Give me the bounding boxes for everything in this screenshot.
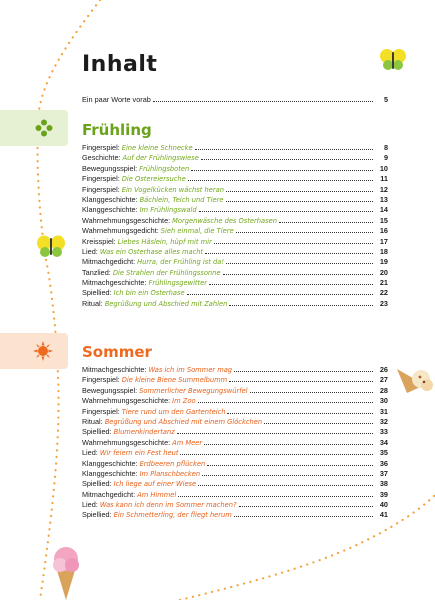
dot-leader	[199, 205, 373, 212]
toc-entry-category: Spiellied:	[82, 510, 112, 520]
dot-leader	[234, 365, 373, 372]
toc-entry-category: Mitmachgedicht:	[82, 257, 136, 267]
toc-entry[interactable]	[82, 278, 388, 288]
toc-entry-title: Sieh einmal, die Tiere	[160, 227, 234, 236]
toc-list-sommer	[82, 365, 388, 521]
toc-entry[interactable]	[82, 448, 388, 458]
toc-entry-category: Klanggeschichte:	[82, 468, 138, 478]
toc-entry-title: Sommerlicher Bewegungswürfel	[139, 386, 248, 395]
section-title-fruehling: Frühling	[82, 121, 152, 139]
toc-entry-category: Ritual:	[82, 416, 103, 426]
toc-entry-title: Eine kleine Schnecke	[121, 144, 193, 152]
toc-entry[interactable]	[82, 510, 388, 520]
toc-entry[interactable]	[82, 500, 388, 510]
toc-entry-page: 9	[383, 153, 388, 163]
toc-entry-category: Ritual:	[82, 298, 103, 308]
flower-icon	[35, 119, 53, 137]
toc-entry-category: Wahrnehmungsgeschichte:	[82, 396, 171, 406]
toc-entry[interactable]	[82, 174, 388, 184]
toc-entry[interactable]	[82, 237, 388, 247]
toc-entry[interactable]	[82, 299, 388, 309]
toc-entry[interactable]	[82, 216, 388, 226]
butterfly-icon	[380, 48, 406, 72]
toc-entry-category: Kreisspiel:	[82, 236, 116, 246]
toc-entry-title: Blumenkindertanz	[113, 428, 175, 437]
dot-leader	[198, 396, 373, 403]
toc-entry[interactable]	[82, 417, 388, 427]
dot-leader	[279, 216, 373, 223]
dot-leader	[229, 375, 373, 382]
toc-entry-page: 17	[379, 236, 388, 246]
toc-entry-title: Erdbeeren pflücken	[139, 459, 206, 468]
toc-entry-page: 21	[379, 278, 388, 288]
dot-leader	[239, 500, 374, 507]
dot-leader	[250, 386, 373, 393]
toc-entry-title: Was ein Osterhase alles macht	[99, 247, 204, 256]
toc-entry[interactable]	[82, 365, 388, 375]
dot-leader	[180, 448, 373, 455]
toc-entry-page: 31	[379, 406, 388, 416]
toc-entry-title: Im Zoo	[172, 397, 196, 406]
toc-entry-category: Mitmachgeschichte:	[82, 278, 147, 288]
toc-entry[interactable]	[82, 153, 388, 163]
toc-entry[interactable]	[82, 375, 388, 385]
toc-entry-label: Ein paar Worte vorab	[82, 95, 151, 104]
toc-entry-title: Am Meer	[172, 438, 203, 447]
toc-entry-title: Was kann ich denn im Sommer machen?	[99, 501, 237, 510]
toc-entry-title: Begrüßung und Abschied mit einem Glöckchen	[104, 417, 263, 426]
toc-entry-category: Spiellied:	[82, 479, 112, 489]
dot-leader	[236, 226, 373, 233]
toc-entry-page: 40	[379, 500, 388, 510]
toc-entry-category: Spiellied:	[82, 288, 112, 298]
dot-leader	[198, 479, 373, 486]
toc-entry-page: 38	[379, 479, 388, 489]
toc-entry-page: 37	[379, 468, 388, 478]
spring-tab	[0, 110, 68, 146]
toc-list-fruehling	[82, 143, 388, 309]
toc-entry[interactable]	[82, 226, 388, 236]
dot-leader	[153, 95, 373, 102]
toc-entry-intro[interactable]	[82, 95, 388, 105]
toc-entry-page: 30	[379, 396, 388, 406]
toc-entry-page: 26	[379, 365, 388, 374]
toc-entry-title: Morgenwäsche des Osterhasen	[172, 216, 277, 225]
toc-entry-title: Die kleine Biene Summelbumm	[121, 376, 228, 385]
toc-entry-page: 20	[379, 267, 388, 277]
dot-leader	[187, 288, 373, 295]
toc-entry-title: Ein Schmetterling, der fliegt herum	[113, 511, 232, 520]
toc-intro	[82, 95, 388, 105]
toc-entry-page: 10	[379, 163, 388, 173]
toc-entry-title: Liebes Häslein, hüpf mit mir	[117, 237, 212, 246]
toc-entry-category: Fingerspiel:	[82, 375, 120, 385]
toc-entry-title: Ich liege auf einer Wiese	[113, 480, 197, 489]
toc-entry-category: Lied:	[82, 448, 98, 458]
toc-entry-category: Klanggeschichte:	[82, 458, 138, 468]
toc-entry[interactable]	[82, 479, 388, 489]
toc-entry-page: 36	[379, 458, 388, 468]
toc-entry-page: 5	[383, 95, 388, 104]
toc-entry-page: 16	[379, 226, 388, 236]
toc-entry-title: Frühlingsgewitter	[148, 279, 208, 288]
ice-cream-icon	[48, 545, 84, 600]
toc-entry-category: Fingerspiel:	[82, 184, 120, 194]
dot-leader	[195, 143, 373, 150]
dot-leader	[264, 417, 373, 424]
butterfly-icon	[37, 234, 65, 258]
dot-leader	[226, 257, 373, 264]
toc-entry-page: 11	[380, 174, 388, 184]
dot-leader	[207, 459, 373, 466]
toc-entry-category: Fingerspiel:	[82, 174, 120, 184]
toc-entry-category: Mitmachgedicht:	[82, 489, 136, 499]
toc-entry-category: Geschichte:	[82, 153, 121, 163]
toc-entry-category: Klanggeschichte:	[82, 205, 138, 215]
toc-entry-title: Frühlingsboten	[139, 164, 190, 173]
toc-entry-title: Am Himmel	[137, 490, 177, 499]
toc-entry-page: 39	[379, 489, 388, 499]
toc-entry-title: Tiere rund um den Gartenteich	[121, 407, 226, 416]
toc-entry-title: Wir feiern ein Fest heut	[99, 449, 179, 458]
toc-entry[interactable]	[82, 257, 388, 267]
sun-icon	[33, 341, 53, 361]
toc-entry-page: 12	[379, 184, 388, 194]
toc-entry-page: 22	[379, 288, 388, 298]
toc-entry-page: 34	[379, 437, 388, 447]
toc-entry[interactable]	[82, 407, 388, 417]
toc-entry-page: 18	[379, 246, 388, 256]
toc-entry[interactable]	[82, 459, 388, 469]
toc-entry-page: 23	[379, 298, 388, 308]
toc-entry-title: Die Strahlen der Frühlingssonne	[112, 268, 221, 277]
toc-entry[interactable]	[82, 247, 388, 257]
dot-leader	[226, 185, 373, 192]
toc-entry-category: Bewegungsspiel:	[82, 163, 138, 173]
toc-entry[interactable]	[82, 427, 388, 437]
toc-entry-page: 19	[379, 257, 388, 267]
toc-entry-category: Wahrnehmungsgeschichte:	[82, 437, 171, 447]
toc-entry-page: 32	[379, 416, 388, 426]
dot-leader	[202, 469, 373, 476]
toc-entry[interactable]	[82, 288, 388, 298]
toc-entry[interactable]	[82, 268, 388, 278]
toc-entry-category: Lied:	[82, 246, 98, 256]
toc-entry-page: 15	[379, 215, 388, 225]
dot-leader	[178, 490, 373, 497]
toc-entry-title: Im Planschbecken	[139, 469, 201, 478]
toc-entry-title: Hurra, der Frühling ist da!	[137, 258, 225, 267]
toc-entry-category: Klanggeschichte:	[82, 194, 138, 204]
toc-entry-page: 14	[379, 205, 388, 215]
toc-entry-title: Die Ostereiersuche	[121, 175, 186, 184]
section-title-sommer: Sommer	[82, 343, 152, 361]
toc-entry-page: 13	[379, 194, 388, 204]
toc-entry-category: Wahrnehmungsgeschichte:	[82, 215, 171, 225]
ice-cream-icon	[393, 365, 435, 403]
summer-tab	[0, 333, 68, 369]
toc-entry-title: Im Frühlingswald	[139, 206, 197, 215]
toc-entry[interactable]	[82, 396, 388, 406]
toc-entry[interactable]	[82, 490, 388, 500]
toc-entry-page: 28	[379, 385, 388, 395]
toc-entry[interactable]	[82, 164, 388, 174]
toc-entry-category: Spiellied:	[82, 427, 112, 437]
toc-entry-page: 41	[379, 510, 388, 520]
toc-entry-title: Ein Vogelkücken wächst heran	[121, 185, 224, 194]
toc-entry-title: Was ich im Sommer mag	[148, 366, 233, 374]
dot-leader	[191, 164, 373, 171]
dot-leader	[229, 299, 373, 306]
toc-entry-title: Ich bin ein Osterhase	[113, 289, 185, 298]
dot-leader	[214, 237, 373, 244]
dot-leader	[227, 407, 373, 414]
dot-leader	[226, 195, 373, 202]
toc-entry-title: Bächlein, Teich und Tiere	[139, 195, 224, 204]
toc-entry-category: Tanzlied:	[82, 267, 111, 277]
toc-entry-category: Bewegungsspiel:	[82, 385, 138, 395]
dot-leader	[204, 438, 373, 445]
toc-entry-page: 33	[379, 427, 388, 437]
toc-entry[interactable]	[82, 469, 388, 479]
page-title: Inhalt	[82, 52, 158, 77]
dot-leader	[177, 427, 373, 434]
toc-entry[interactable]	[82, 438, 388, 448]
toc-entry-category: Lied:	[82, 500, 98, 510]
toc-entry[interactable]	[82, 143, 388, 153]
dot-leader	[201, 153, 373, 160]
dot-leader	[209, 278, 373, 285]
dot-leader	[223, 268, 373, 275]
toc-entry[interactable]	[82, 386, 388, 396]
toc-entry-category: Wahrnehmungsgedicht:	[82, 226, 159, 236]
toc-entry-title: Auf der Frühlingswiese	[122, 154, 199, 163]
toc-entry[interactable]	[82, 185, 388, 195]
toc-entry[interactable]	[82, 195, 388, 205]
dot-leader	[234, 510, 373, 517]
toc-entry-category: Fingerspiel:	[82, 406, 120, 416]
dot-leader	[188, 174, 373, 181]
toc-entry[interactable]	[82, 205, 388, 215]
dot-leader	[205, 247, 373, 254]
toc-entry-page: 27	[379, 375, 388, 385]
toc-entry-page: 8	[383, 143, 388, 152]
toc-entry-category: Fingerspiel:	[82, 143, 120, 152]
toc-entry-title: Begrüßung und Abschied mit Zahlen	[104, 299, 228, 308]
toc-entry-category: Mitmachgeschichte:	[82, 365, 147, 374]
toc-entry-page: 35	[379, 448, 388, 458]
